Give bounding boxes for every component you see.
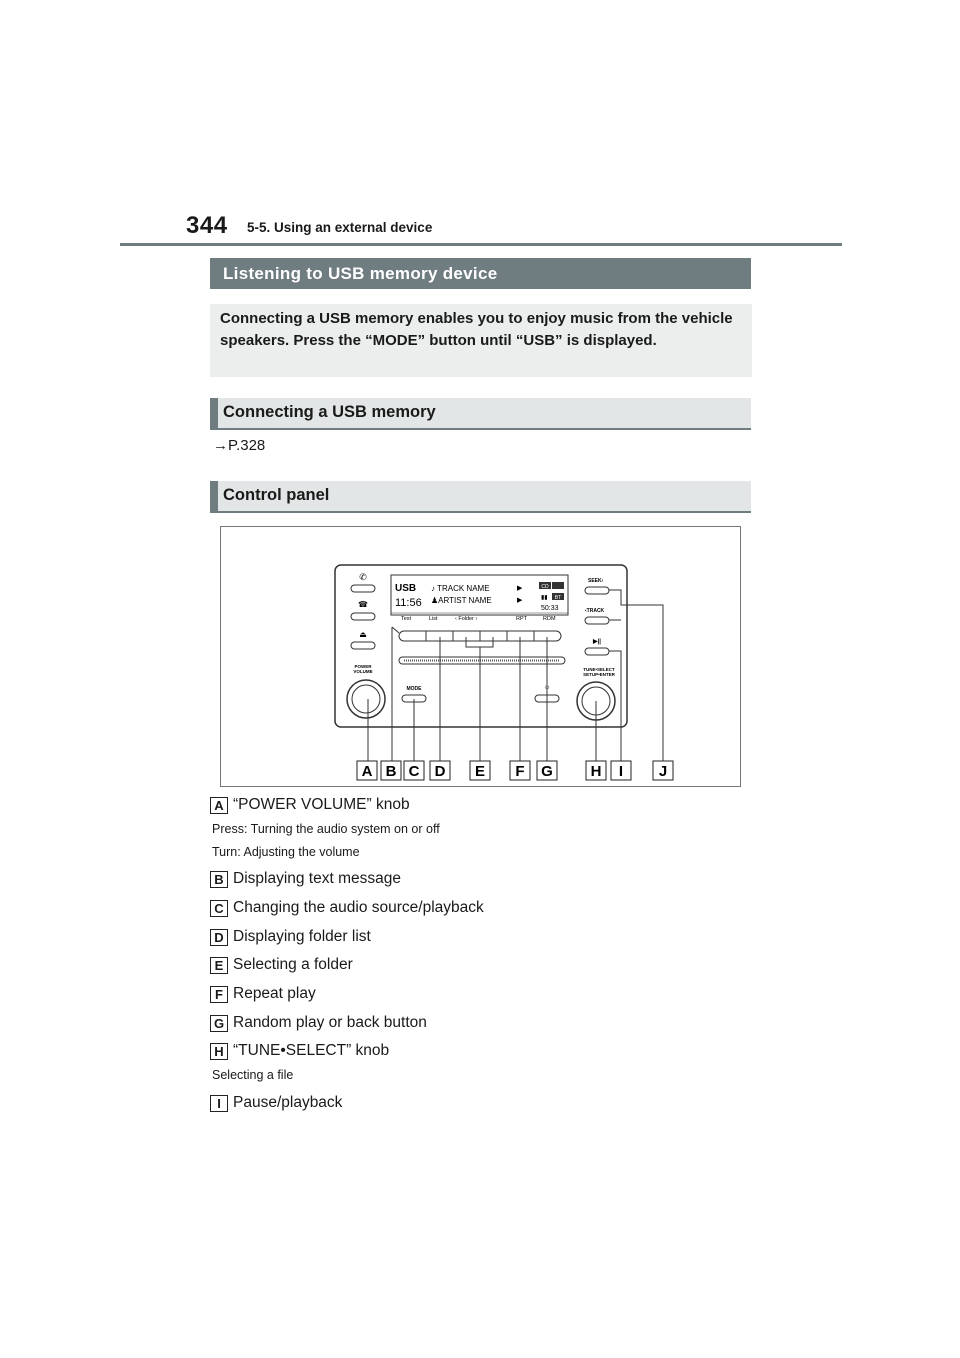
list-item xyxy=(210,1094,342,1112)
softkey-rdm: RDM xyxy=(543,616,556,622)
display-artist: ♟ARTIST NAME xyxy=(431,596,492,605)
power-label xyxy=(353,664,372,674)
list-item xyxy=(210,1014,427,1032)
callout-f: F xyxy=(515,763,525,780)
power-label-line2: VOLUME xyxy=(353,669,373,674)
phone-icon: ✆ xyxy=(359,572,367,582)
list-item xyxy=(210,985,316,1003)
list-item xyxy=(210,870,401,888)
note-text: Selecting a file xyxy=(212,1068,294,1082)
play-button xyxy=(585,648,609,655)
item-text: Random play or back button xyxy=(233,1014,427,1031)
power-label-line1: POWER xyxy=(354,664,372,669)
item-text: Displaying text message xyxy=(233,870,401,887)
tune-label xyxy=(583,667,616,677)
callout-d: D xyxy=(434,763,446,780)
heading-control-panel: Control panel xyxy=(210,481,751,513)
power-knob xyxy=(347,680,385,718)
intro-box: Connecting a USB memory enables you to enjoy music from the vehicle speakers. Press the “MODE” button until “USB” is displayed. xyxy=(210,304,752,377)
play-label: ▶|| xyxy=(593,639,601,645)
item-letter-badge: E xyxy=(210,957,228,974)
control-panel-illustration xyxy=(221,527,740,786)
item-letter-badge: D xyxy=(210,929,228,946)
softkey-rpt: RPT xyxy=(516,616,527,622)
track-label: ‹TRACK xyxy=(585,608,605,614)
callout-h: H xyxy=(590,763,602,780)
list-item xyxy=(210,1042,389,1060)
item-letter-badge: G xyxy=(210,1015,228,1032)
hangup-icon: ☎ xyxy=(358,600,368,609)
signal-icon: ▮▮ xyxy=(541,595,548,601)
tune-label-line2: SETUP•ENTER xyxy=(583,672,615,677)
display-arrow-2: ▶ xyxy=(517,597,523,604)
softkey-folder: ‹ Folder › xyxy=(455,616,478,622)
callout-j: J xyxy=(658,763,668,780)
item-letter-badge: H xyxy=(210,1043,228,1060)
list-item xyxy=(210,899,484,917)
usb-badge xyxy=(552,582,564,589)
item-letter-badge: A xyxy=(210,797,228,814)
hangup-button xyxy=(351,613,375,620)
callout-g: G xyxy=(541,763,553,780)
note-text: Turn: Adjusting the volume xyxy=(212,845,360,859)
list-item xyxy=(210,956,353,974)
callout-a: A xyxy=(361,763,373,780)
callout-letters xyxy=(357,761,673,780)
display-track: ♪ TRACK NAME xyxy=(431,584,490,593)
list-item xyxy=(210,928,371,946)
item-letter-badge: I xyxy=(210,1095,228,1112)
eject-icon: ⏏ xyxy=(359,630,367,639)
page-title: Listening to USB memory device xyxy=(210,258,751,289)
item-text: Selecting a folder xyxy=(233,956,353,973)
item-text: “TUNE•SELECT” knob xyxy=(233,1042,390,1059)
display-elapsed: 50:33 xyxy=(541,605,559,612)
header-divider xyxy=(120,243,842,246)
control-panel-figure xyxy=(220,526,741,787)
softkey-text: Text xyxy=(401,616,412,622)
track-button xyxy=(585,617,609,624)
item-text: Changing the audio source/playback xyxy=(233,899,484,916)
item-text: Repeat play xyxy=(233,985,316,1002)
phone-button xyxy=(351,585,375,592)
mode-label: MODE xyxy=(406,686,422,692)
callout-b: B xyxy=(385,763,397,780)
list-item xyxy=(210,796,410,814)
page-reference: →P.328 xyxy=(213,437,266,454)
display-arrow-1: ▶ xyxy=(517,585,523,592)
seek-button xyxy=(585,587,609,594)
section-title: 5-5. Using an external device xyxy=(247,220,433,235)
heading-connecting: Connecting a USB memory xyxy=(210,398,751,430)
page-number: 344 xyxy=(186,212,228,239)
tune-label-line1: TUNE•SELECT xyxy=(583,667,615,672)
cd-badge-text: CD xyxy=(541,584,549,590)
item-letter-badge: C xyxy=(210,900,228,917)
item-text: “POWER VOLUME” knob xyxy=(233,796,410,813)
softkey-list: List xyxy=(429,616,438,622)
callout-i: I xyxy=(618,763,624,780)
callout-c: C xyxy=(408,763,420,780)
seek-label: SEEK› xyxy=(588,578,604,584)
display-time: 11:56 xyxy=(395,597,422,609)
light-icon: ☼ xyxy=(543,682,551,691)
display-source: USB xyxy=(395,583,417,594)
item-text: Displaying folder list xyxy=(233,928,371,945)
item-letter-badge: F xyxy=(210,986,228,1003)
item-letter-badge: B xyxy=(210,871,228,888)
note-text: Press: Turning the audio system on or off xyxy=(212,822,440,836)
eject-button xyxy=(351,642,375,649)
bt-badge-text: BT xyxy=(554,595,562,601)
callout-e: E xyxy=(474,763,486,780)
item-text: Pause/playback xyxy=(233,1094,343,1111)
